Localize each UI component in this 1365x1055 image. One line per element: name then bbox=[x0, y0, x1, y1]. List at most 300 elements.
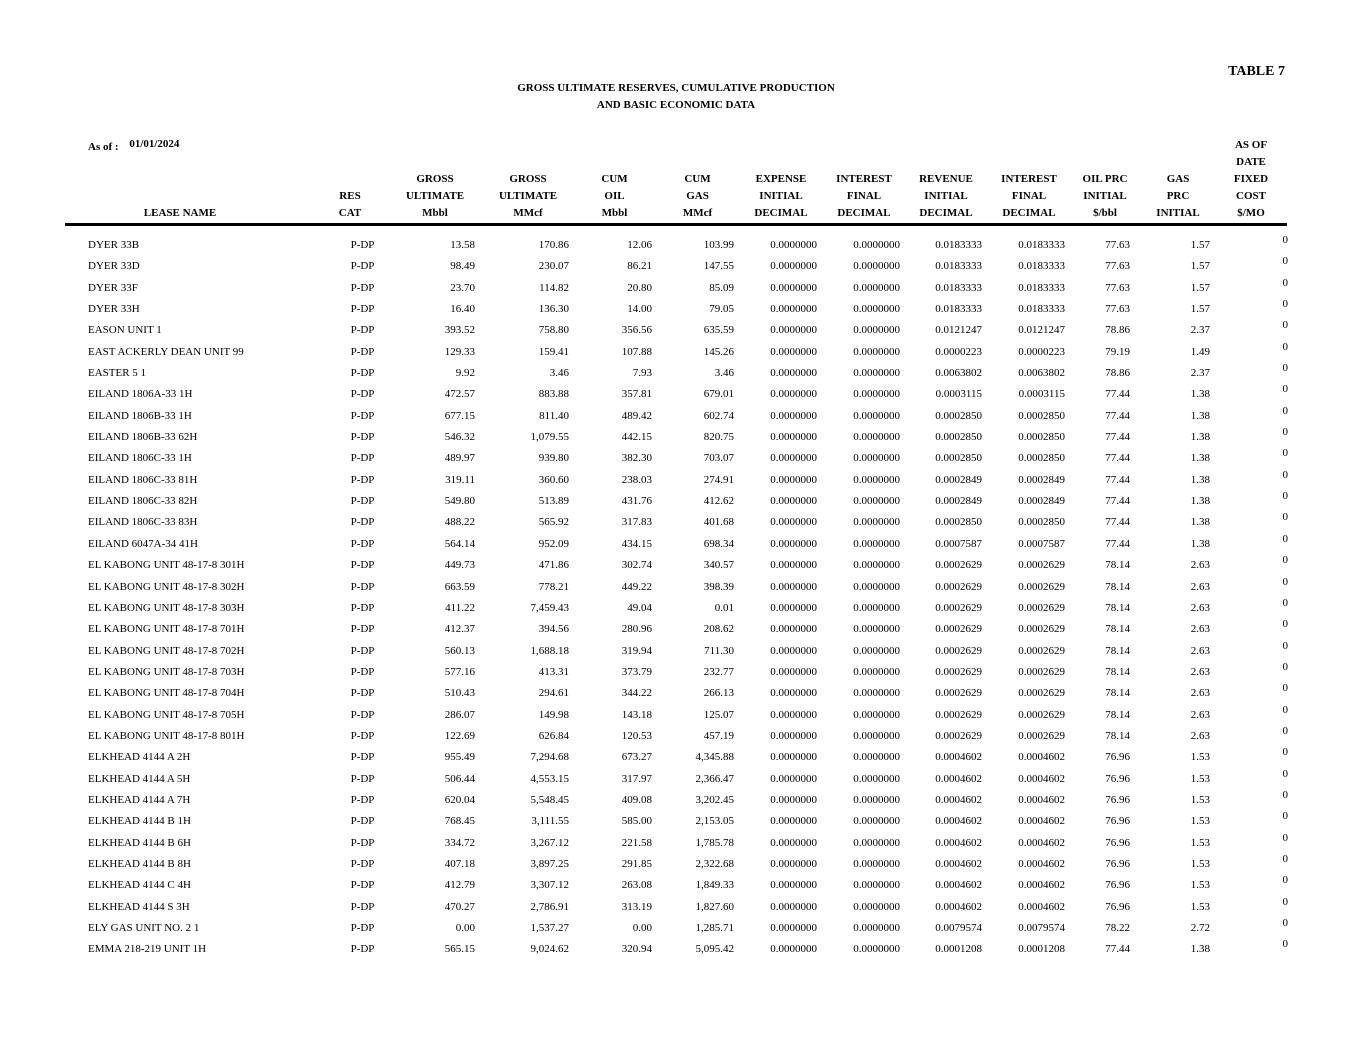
cell-cum-oil: 319.94 bbox=[621, 644, 652, 657]
cell-cum-oil: 434.15 bbox=[621, 537, 652, 550]
cell-expense-initial: 0.0000000 bbox=[770, 303, 817, 316]
cell-cum-oil: 0.00 bbox=[632, 922, 652, 934]
cell-revenue-initial: 0.0004602 bbox=[935, 879, 982, 892]
cell-lease-name: DYER 33B bbox=[88, 239, 140, 251]
cell-gross-ultimate-gas: 758.80 bbox=[538, 324, 569, 337]
cell-res-cat: P-DP bbox=[350, 900, 375, 913]
cell-fixed-cost: 0 bbox=[1282, 639, 1288, 652]
cell-cum-gas: 274.91 bbox=[703, 473, 734, 486]
cell-revenue-final: 0.0004602 bbox=[1018, 751, 1065, 764]
cell-expense-final: 0.0000000 bbox=[853, 580, 900, 593]
cell-cum-oil: 373.79 bbox=[621, 665, 652, 678]
cell-gross-ultimate-gas: 513.89 bbox=[538, 495, 569, 508]
cell-cum-oil: 280.96 bbox=[621, 623, 652, 636]
report-title-line: AND BASIC ECONOMIC DATA bbox=[596, 99, 756, 111]
table-row bbox=[0, 363, 1365, 384]
cell-gas-price: 2.37 bbox=[1190, 324, 1210, 337]
cell-revenue-initial: 0.0002850 bbox=[935, 431, 982, 444]
cell-expense-final: 0.0000000 bbox=[853, 772, 900, 785]
cell-oil-price: 77.44 bbox=[1105, 431, 1130, 444]
cell-lease-name: EL KABONG UNIT 48-17-8 302H bbox=[88, 580, 245, 593]
cell-gross-ultimate-gas: 565.92 bbox=[538, 516, 569, 529]
cell-gross-ultimate-gas: 1,688.18 bbox=[530, 644, 569, 657]
cell-gross-ultimate-oil: 122.69 bbox=[444, 729, 475, 742]
cell-cum-oil: 49.04 bbox=[627, 601, 652, 614]
cell-gross-ultimate-gas: 3,267.12 bbox=[530, 836, 569, 849]
cell-expense-initial: 0.0000000 bbox=[770, 260, 817, 273]
cell-lease-name: EL KABONG UNIT 48-17-8 701H bbox=[88, 623, 245, 636]
cell-gross-ultimate-oil: 407.18 bbox=[444, 857, 475, 870]
cell-expense-final: 0.0000000 bbox=[853, 793, 900, 806]
cell-revenue-final: 0.0121247 bbox=[1018, 324, 1065, 337]
cell-gas-price: 2.63 bbox=[1190, 623, 1210, 636]
column-header-line: GAS bbox=[686, 190, 709, 202]
cell-cum-gas: 1,827.60 bbox=[695, 900, 734, 913]
cell-cum-oil: 238.03 bbox=[621, 473, 652, 486]
cell-revenue-initial: 0.0003115 bbox=[935, 388, 982, 401]
column-header-revenue-initial bbox=[910, 171, 982, 222]
cell-res-cat: P-DP bbox=[350, 708, 375, 721]
cell-expense-initial: 0.0000000 bbox=[770, 751, 817, 764]
column-header-gross-ultimate-oil bbox=[395, 171, 475, 222]
cell-gross-ultimate-gas: 7,294.68 bbox=[530, 751, 569, 764]
cell-res-cat: P-DP bbox=[350, 815, 375, 828]
cell-gas-price: 1.53 bbox=[1190, 815, 1210, 828]
cell-cum-oil: 291.85 bbox=[621, 857, 652, 870]
cell-expense-initial: 0.0000000 bbox=[770, 644, 817, 657]
cell-lease-name: ELKHEAD 4144 A 7H bbox=[88, 793, 191, 806]
cell-fixed-cost: 0 bbox=[1282, 618, 1288, 631]
cell-revenue-final: 0.0002850 bbox=[1018, 516, 1065, 529]
cell-expense-final: 0.0000000 bbox=[853, 665, 900, 678]
column-header-line: PRC bbox=[1166, 190, 1190, 202]
cell-revenue-initial: 0.0004602 bbox=[935, 836, 982, 849]
cell-gross-ultimate-gas: 114.82 bbox=[539, 281, 569, 294]
cell-expense-initial: 0.0000000 bbox=[770, 922, 817, 934]
cell-res-cat: P-DP bbox=[350, 580, 375, 593]
cell-gross-ultimate-oil: 489.97 bbox=[444, 452, 475, 465]
cell-lease-name: DYER 33D bbox=[88, 260, 140, 273]
cell-gross-ultimate-oil: 449.73 bbox=[444, 559, 475, 572]
cell-cum-gas: 208.62 bbox=[703, 623, 734, 636]
cell-gross-ultimate-gas: 294.61 bbox=[538, 687, 569, 700]
cell-gross-ultimate-oil: 577.16 bbox=[444, 665, 475, 678]
cell-oil-price: 77.63 bbox=[1105, 239, 1130, 251]
cell-gross-ultimate-oil: 286.07 bbox=[444, 708, 475, 721]
cell-cum-gas: 3.46 bbox=[714, 367, 734, 380]
cell-cum-gas: 103.99 bbox=[703, 239, 734, 251]
cell-gas-price: 1.53 bbox=[1190, 857, 1210, 870]
column-header-line: $/bbl bbox=[1093, 207, 1117, 219]
cell-expense-final: 0.0000000 bbox=[853, 623, 900, 636]
cell-cum-oil: 143.18 bbox=[621, 708, 652, 721]
cell-gross-ultimate-gas: 3,307.12 bbox=[530, 879, 569, 892]
cell-cum-oil: 585.00 bbox=[621, 815, 652, 828]
cell-revenue-initial: 0.0002629 bbox=[935, 623, 982, 636]
cell-revenue-initial: 0.0063802 bbox=[935, 367, 982, 380]
report-title-line: GROSS ULTIMATE RESERVES, CUMULATIVE PRODUCTION bbox=[517, 82, 835, 94]
cell-expense-initial: 0.0000000 bbox=[770, 580, 817, 593]
table-row bbox=[0, 619, 1365, 640]
cell-gross-ultimate-oil: 412.79 bbox=[444, 879, 475, 892]
cell-revenue-initial: 0.0007587 bbox=[935, 537, 982, 550]
column-header-line: INTEREST bbox=[1001, 173, 1057, 185]
cell-revenue-initial: 0.0004602 bbox=[935, 857, 982, 870]
cell-cum-gas: 401.68 bbox=[703, 516, 734, 529]
cell-res-cat: P-DP bbox=[350, 409, 375, 422]
cell-expense-final: 0.0000000 bbox=[853, 388, 900, 401]
cell-expense-initial: 0.0000000 bbox=[770, 793, 817, 806]
cell-cum-oil: 263.08 bbox=[621, 879, 652, 892]
table-row bbox=[0, 491, 1365, 512]
cell-gross-ultimate-gas: 5,548.45 bbox=[530, 793, 569, 806]
column-header-line: Mbbl bbox=[422, 207, 448, 219]
cell-expense-initial: 0.0000000 bbox=[770, 772, 817, 785]
cell-expense-final: 0.0000000 bbox=[853, 815, 900, 828]
cell-expense-initial: 0.0000000 bbox=[770, 601, 817, 614]
cell-fixed-cost: 0 bbox=[1282, 404, 1288, 417]
cell-oil-price: 78.86 bbox=[1105, 324, 1130, 337]
cell-res-cat: P-DP bbox=[350, 537, 375, 550]
cell-res-cat: P-DP bbox=[350, 601, 375, 614]
cell-oil-price: 77.63 bbox=[1105, 303, 1130, 316]
table-row bbox=[0, 256, 1365, 277]
cell-expense-initial: 0.0000000 bbox=[770, 495, 817, 508]
cell-gross-ultimate-oil: 393.52 bbox=[444, 324, 475, 337]
cell-lease-name: ELY GAS UNIT NO. 2 1 bbox=[88, 922, 200, 934]
table-row bbox=[0, 854, 1365, 875]
cell-oil-price: 76.96 bbox=[1105, 879, 1130, 892]
cell-gas-price: 1.38 bbox=[1190, 516, 1210, 529]
cell-cum-oil: 317.97 bbox=[621, 772, 652, 785]
cell-fixed-cost: 0 bbox=[1282, 831, 1288, 844]
cell-gross-ultimate-oil: 98.49 bbox=[450, 260, 475, 273]
cell-gas-price: 2.63 bbox=[1190, 644, 1210, 657]
cell-gas-price: 1.53 bbox=[1190, 793, 1210, 806]
cell-res-cat: P-DP bbox=[350, 687, 375, 700]
cell-lease-name: ELKHEAD 4144 C 4H bbox=[88, 879, 191, 892]
cell-gross-ultimate-oil: 129.33 bbox=[444, 345, 475, 358]
cell-gross-ultimate-oil: 13.58 bbox=[450, 239, 475, 251]
cell-oil-price: 78.14 bbox=[1105, 623, 1130, 636]
table-row bbox=[0, 833, 1365, 854]
cell-oil-price: 78.14 bbox=[1105, 708, 1130, 721]
column-header-line: INTEREST bbox=[836, 173, 892, 185]
cell-gross-ultimate-gas: 413.31 bbox=[538, 665, 569, 678]
cell-expense-final: 0.0000000 bbox=[853, 303, 900, 316]
cell-oil-price: 77.44 bbox=[1105, 409, 1130, 422]
cell-cum-gas: 457.19 bbox=[703, 729, 734, 742]
cell-fixed-cost: 0 bbox=[1282, 660, 1288, 673]
cell-expense-final: 0.0000000 bbox=[853, 644, 900, 657]
cell-oil-price: 77.63 bbox=[1105, 281, 1130, 294]
cell-oil-price: 76.96 bbox=[1105, 772, 1130, 785]
cell-revenue-initial: 0.0002629 bbox=[935, 559, 982, 572]
cell-gross-ultimate-oil: 620.04 bbox=[444, 793, 475, 806]
cell-gross-ultimate-gas: 159.41 bbox=[538, 345, 569, 358]
table-row bbox=[0, 726, 1365, 747]
cell-gas-price: 1.38 bbox=[1190, 409, 1210, 422]
column-headers bbox=[0, 138, 1365, 224]
cell-cum-gas: 266.13 bbox=[703, 687, 734, 700]
column-header-line: ULTIMATE bbox=[405, 190, 465, 202]
column-header-line: INITIAL bbox=[1083, 190, 1127, 202]
column-header-line: AS OF bbox=[1234, 139, 1268, 151]
table-row bbox=[0, 811, 1365, 832]
cell-lease-name: EILAND 1806A-33 1H bbox=[88, 388, 193, 401]
cell-res-cat: P-DP bbox=[350, 260, 375, 273]
table-row bbox=[0, 598, 1365, 619]
cell-revenue-final: 0.0002850 bbox=[1018, 452, 1065, 465]
cell-fixed-cost: 0 bbox=[1282, 682, 1288, 695]
table-row bbox=[0, 918, 1365, 939]
cell-cum-gas: 703.07 bbox=[703, 452, 734, 465]
cell-expense-initial: 0.0000000 bbox=[770, 324, 817, 337]
cell-gross-ultimate-oil: 0.00 bbox=[455, 922, 475, 934]
column-header-lease-name bbox=[90, 205, 270, 222]
cell-expense-initial: 0.0000000 bbox=[770, 857, 817, 870]
cell-cum-gas: 3,202.45 bbox=[695, 793, 734, 806]
cell-expense-final: 0.0000000 bbox=[853, 281, 900, 294]
cell-cum-oil: 317.83 bbox=[621, 516, 652, 529]
cell-oil-price: 77.44 bbox=[1105, 452, 1130, 465]
table-row bbox=[0, 747, 1365, 768]
cell-cum-gas: 679.01 bbox=[703, 388, 734, 401]
table-row bbox=[0, 299, 1365, 320]
table-row bbox=[0, 406, 1365, 427]
cell-oil-price: 78.14 bbox=[1105, 601, 1130, 614]
cell-gross-ultimate-gas: 360.60 bbox=[538, 473, 569, 486]
cell-gross-ultimate-oil: 319.11 bbox=[445, 473, 475, 486]
cell-lease-name: DYER 33F bbox=[88, 281, 138, 294]
table-row bbox=[0, 662, 1365, 683]
cell-fixed-cost: 0 bbox=[1282, 746, 1288, 759]
cell-revenue-initial: 0.0002629 bbox=[935, 687, 982, 700]
cell-lease-name: DYER 33H bbox=[88, 303, 140, 316]
cell-gross-ultimate-gas: 170.86 bbox=[538, 239, 569, 251]
cell-oil-price: 78.14 bbox=[1105, 580, 1130, 593]
cell-revenue-final: 0.0004602 bbox=[1018, 772, 1065, 785]
cell-gross-ultimate-gas: 4,553.15 bbox=[530, 772, 569, 785]
cell-expense-initial: 0.0000000 bbox=[770, 665, 817, 678]
cell-revenue-initial: 0.0183333 bbox=[935, 260, 982, 273]
cell-revenue-final: 0.0000223 bbox=[1018, 345, 1065, 358]
cell-gas-price: 1.53 bbox=[1190, 879, 1210, 892]
column-header-line: LEASE NAME bbox=[143, 207, 217, 219]
column-header-cum-oil bbox=[582, 171, 647, 222]
cell-fixed-cost: 0 bbox=[1282, 362, 1288, 375]
cell-revenue-final: 0.0002629 bbox=[1018, 559, 1065, 572]
table-row bbox=[0, 705, 1365, 726]
cell-cum-gas: 340.57 bbox=[703, 559, 734, 572]
table-row bbox=[0, 320, 1365, 341]
column-header-line: INITIAL bbox=[1156, 207, 1200, 219]
cell-gas-price: 1.53 bbox=[1190, 836, 1210, 849]
cell-cum-oil: 356.56 bbox=[621, 324, 652, 337]
cell-fixed-cost: 0 bbox=[1282, 255, 1288, 268]
cell-gas-price: 1.38 bbox=[1190, 431, 1210, 444]
column-header-line: Mbbl bbox=[601, 207, 628, 219]
cell-gross-ultimate-gas: 394.56 bbox=[538, 623, 569, 636]
cell-cum-gas: 147.55 bbox=[703, 260, 734, 273]
cell-gross-ultimate-oil: 506.44 bbox=[444, 772, 475, 785]
cell-expense-final: 0.0000000 bbox=[853, 922, 900, 934]
cell-lease-name: EILAND 1806B-33 1H bbox=[88, 409, 192, 422]
table-row bbox=[0, 790, 1365, 811]
cell-cum-gas: 2,322.68 bbox=[695, 857, 734, 870]
cell-res-cat: P-DP bbox=[350, 473, 375, 486]
cell-gas-price: 1.38 bbox=[1190, 452, 1210, 465]
cell-oil-price: 78.14 bbox=[1105, 665, 1130, 678]
cell-res-cat: P-DP bbox=[350, 367, 375, 380]
cell-cum-oil: 302.74 bbox=[621, 559, 652, 572]
cell-cum-gas: 1,285.71 bbox=[695, 922, 734, 934]
cell-revenue-initial: 0.0000223 bbox=[935, 345, 982, 358]
cell-gross-ultimate-gas: 3,897.25 bbox=[530, 857, 569, 870]
cell-res-cat: P-DP bbox=[350, 303, 375, 316]
cell-gas-price: 1.57 bbox=[1190, 260, 1210, 273]
cell-fixed-cost: 0 bbox=[1282, 383, 1288, 396]
cell-res-cat: P-DP bbox=[350, 559, 375, 572]
cell-expense-initial: 0.0000000 bbox=[770, 367, 817, 380]
cell-lease-name: ELKHEAD 4144 S 3H bbox=[88, 900, 190, 913]
table-row bbox=[0, 427, 1365, 448]
table-row bbox=[0, 384, 1365, 405]
cell-lease-name: ELKHEAD 4144 A 5H bbox=[88, 772, 191, 785]
cell-revenue-final: 0.0004602 bbox=[1018, 836, 1065, 849]
cell-fixed-cost: 0 bbox=[1282, 468, 1288, 481]
cell-gross-ultimate-gas: 9,024.62 bbox=[530, 943, 569, 956]
cell-revenue-final: 0.0002629 bbox=[1018, 601, 1065, 614]
cell-expense-initial: 0.0000000 bbox=[770, 239, 817, 251]
cell-revenue-initial: 0.0004602 bbox=[935, 815, 982, 828]
cell-gross-ultimate-oil: 564.14 bbox=[444, 537, 475, 550]
cell-lease-name: EL KABONG UNIT 48-17-8 301H bbox=[88, 559, 245, 572]
cell-revenue-final: 0.0002850 bbox=[1018, 409, 1065, 422]
cell-revenue-initial: 0.0001208 bbox=[935, 943, 982, 956]
column-header-line: OIL PRC bbox=[1082, 173, 1128, 185]
cell-lease-name: EILAND 6047A-34 41H bbox=[88, 537, 198, 550]
cell-lease-name: EILAND 1806C-33 82H bbox=[88, 495, 198, 508]
cell-cum-oil: 442.15 bbox=[621, 431, 652, 444]
cell-lease-name: EL KABONG UNIT 48-17-8 705H bbox=[88, 708, 245, 721]
cell-gas-price: 1.38 bbox=[1190, 537, 1210, 550]
cell-res-cat: P-DP bbox=[350, 388, 375, 401]
cell-expense-final: 0.0000000 bbox=[853, 559, 900, 572]
table-row bbox=[0, 769, 1365, 790]
cell-revenue-final: 0.0183333 bbox=[1018, 303, 1065, 316]
cell-gross-ultimate-gas: 952.09 bbox=[538, 537, 569, 550]
cell-cum-oil: 12.06 bbox=[627, 239, 652, 251]
cell-gas-price: 2.72 bbox=[1190, 922, 1210, 934]
cell-fixed-cost: 0 bbox=[1282, 234, 1288, 246]
cell-cum-gas: 1,849.33 bbox=[695, 879, 734, 892]
cell-revenue-final: 0.0079574 bbox=[1018, 922, 1065, 934]
column-header-line: MMcf bbox=[682, 207, 713, 219]
cell-gas-price: 2.37 bbox=[1190, 367, 1210, 380]
cell-fixed-cost: 0 bbox=[1282, 703, 1288, 716]
cell-revenue-initial: 0.0002629 bbox=[935, 580, 982, 593]
cell-fixed-cost: 0 bbox=[1282, 511, 1288, 524]
cell-gross-ultimate-gas: 149.98 bbox=[538, 708, 569, 721]
cell-expense-initial: 0.0000000 bbox=[770, 623, 817, 636]
cell-cum-oil: 7.93 bbox=[632, 367, 652, 380]
cell-expense-initial: 0.0000000 bbox=[770, 729, 817, 742]
cell-fixed-cost: 0 bbox=[1282, 767, 1288, 780]
cell-revenue-final: 0.0002629 bbox=[1018, 687, 1065, 700]
table-row bbox=[0, 342, 1365, 363]
cell-gas-price: 2.63 bbox=[1190, 665, 1210, 678]
column-header-revenue-final bbox=[993, 171, 1065, 222]
cell-cum-oil: 673.27 bbox=[621, 751, 652, 764]
cell-revenue-initial: 0.0004602 bbox=[935, 793, 982, 806]
cell-expense-final: 0.0000000 bbox=[853, 452, 900, 465]
cell-expense-initial: 0.0000000 bbox=[770, 708, 817, 721]
cell-cum-gas: 412.62 bbox=[703, 495, 734, 508]
cell-expense-final: 0.0000000 bbox=[853, 495, 900, 508]
cell-revenue-final: 0.0004602 bbox=[1018, 879, 1065, 892]
cell-cum-oil: 357.81 bbox=[621, 388, 652, 401]
cell-gross-ultimate-gas: 626.84 bbox=[538, 729, 569, 742]
cell-res-cat: P-DP bbox=[350, 857, 375, 870]
cell-oil-price: 76.96 bbox=[1105, 751, 1130, 764]
column-header-gross-ultimate-gas bbox=[488, 171, 568, 222]
column-header-line: $/MO bbox=[1237, 207, 1265, 219]
column-header-oil-price bbox=[1075, 171, 1135, 222]
cell-cum-gas: 2,153.05 bbox=[695, 815, 734, 828]
column-header-line: FINAL bbox=[846, 190, 882, 202]
cell-expense-initial: 0.0000000 bbox=[770, 409, 817, 422]
cell-res-cat: P-DP bbox=[350, 879, 375, 892]
cell-res-cat: P-DP bbox=[350, 793, 375, 806]
cell-revenue-final: 0.0003115 bbox=[1018, 388, 1065, 401]
cell-revenue-initial: 0.0004602 bbox=[935, 751, 982, 764]
cell-revenue-initial: 0.0004602 bbox=[935, 900, 982, 913]
cell-gas-price: 1.38 bbox=[1190, 473, 1210, 486]
column-header-fixed-cost bbox=[1222, 137, 1280, 222]
cell-fixed-cost: 0 bbox=[1282, 276, 1288, 289]
column-header-line: REVENUE bbox=[919, 173, 973, 185]
cell-gas-price: 1.53 bbox=[1190, 751, 1210, 764]
cell-revenue-final: 0.0007587 bbox=[1018, 537, 1065, 550]
cell-lease-name: EILAND 1806C-33 83H bbox=[88, 516, 198, 529]
cell-expense-final: 0.0000000 bbox=[853, 601, 900, 614]
cell-res-cat: P-DP bbox=[350, 281, 375, 294]
cell-cum-oil: 313.19 bbox=[621, 900, 652, 913]
cell-lease-name: EILAND 1806C-33 81H bbox=[88, 473, 198, 486]
cell-gross-ultimate-oil: 510.43 bbox=[444, 687, 475, 700]
cell-expense-final: 0.0000000 bbox=[853, 857, 900, 870]
cell-revenue-initial: 0.0079574 bbox=[935, 922, 982, 934]
cell-expense-final: 0.0000000 bbox=[853, 943, 900, 956]
cell-fixed-cost: 0 bbox=[1282, 938, 1288, 951]
cell-revenue-final: 0.0004602 bbox=[1018, 900, 1065, 913]
cell-revenue-final: 0.0004602 bbox=[1018, 857, 1065, 870]
cell-revenue-initial: 0.0002850 bbox=[935, 452, 982, 465]
cell-res-cat: P-DP bbox=[350, 239, 375, 251]
cell-fixed-cost: 0 bbox=[1282, 340, 1288, 353]
cell-revenue-final: 0.0002629 bbox=[1018, 665, 1065, 678]
cell-oil-price: 76.96 bbox=[1105, 900, 1130, 913]
cell-gross-ultimate-gas: 230.07 bbox=[538, 260, 569, 273]
column-header-line: DECIMAL bbox=[837, 207, 891, 219]
cell-res-cat: P-DP bbox=[350, 772, 375, 785]
cell-gross-ultimate-oil: 488.22 bbox=[444, 516, 475, 529]
cell-cum-oil: 431.76 bbox=[621, 495, 652, 508]
cell-res-cat: P-DP bbox=[350, 623, 375, 636]
cell-gas-price: 1.53 bbox=[1190, 772, 1210, 785]
cell-expense-final: 0.0000000 bbox=[853, 324, 900, 337]
